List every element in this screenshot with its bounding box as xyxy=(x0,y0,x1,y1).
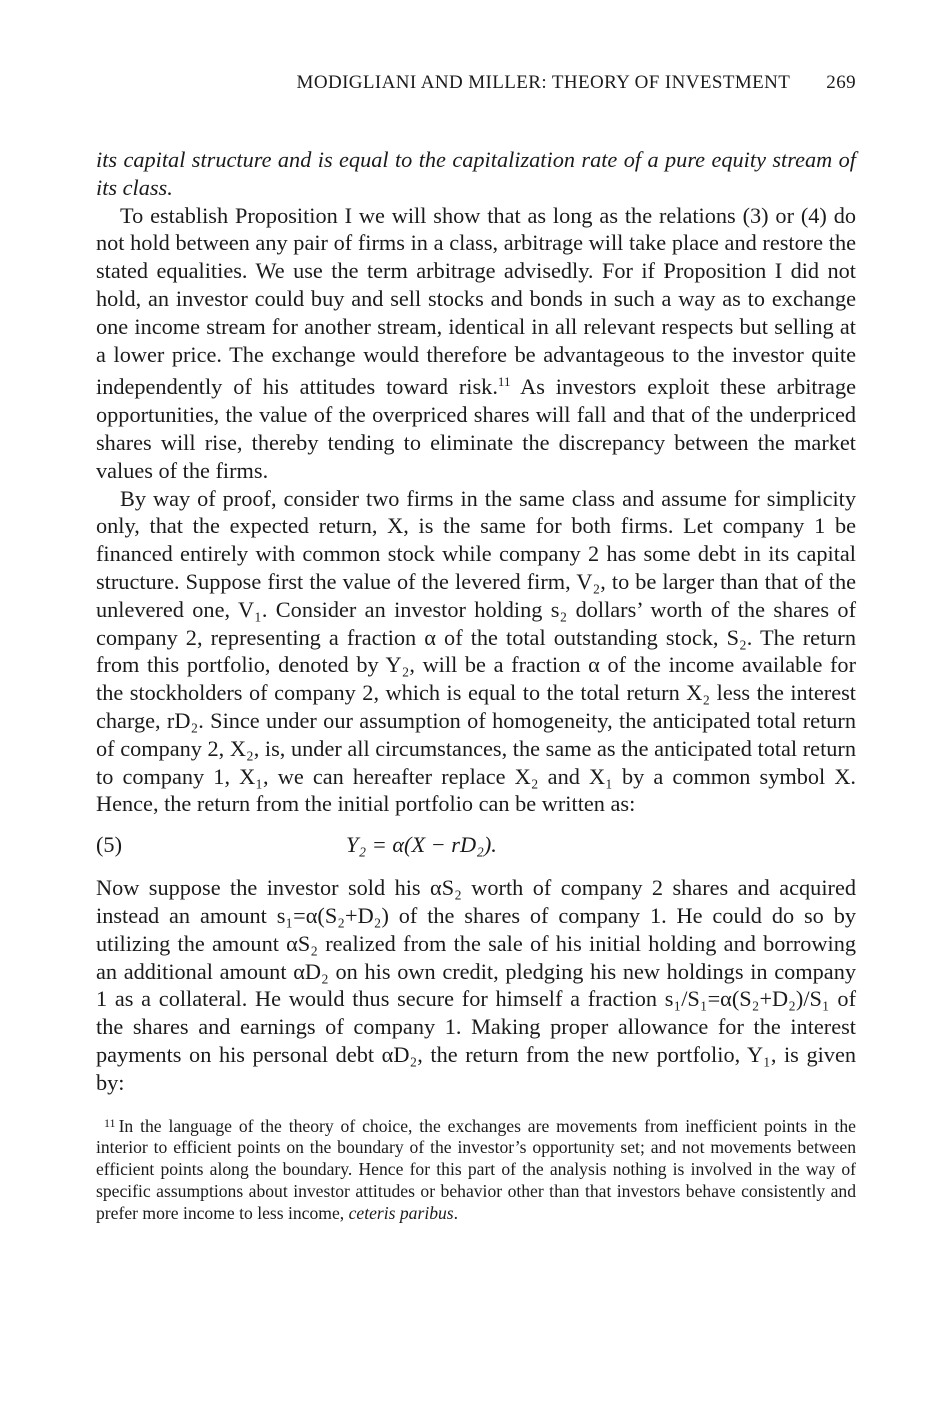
footnote-text: In the language of the theory of choice, the exchanges are movements from inefficient points in the interior to efficient points on the boundary of the investor’s opportunity set; and not movements between efficient points along the boundary. Hence for this part of the analysis nothing is involved in the way of specific assumptions about investor attitudes or behavior other than that investors behave consistently and prefer more income to less income, xyxy=(96,1115,856,1223)
journal-page xyxy=(96,72,856,1224)
equation-5 xyxy=(96,828,856,862)
equation-expression: Y₂ = α(X − rD₂). xyxy=(346,832,497,858)
footnote-mark: 11 xyxy=(104,1115,116,1130)
paragraph-arbitrage xyxy=(96,202,856,485)
footnote-end-punct: . xyxy=(453,1202,459,1223)
footnote-latin-phrase: ceteris paribus xyxy=(348,1202,454,1223)
footnote-11 xyxy=(96,1113,856,1225)
running-header xyxy=(96,72,856,102)
page-number: 269 xyxy=(826,72,856,93)
running-title: MODIGLIANI AND MILLER: THEORY OF INVESTMENT xyxy=(296,72,791,93)
paragraph-new-portfolio: Now suppose the investor sold his αS₂ worth of company 2 shares and acquired instead an amount s₁=α(S₂+D₂) of the shares of company 1. He could do so by utilizing the amount αS₂ realized from the sale of his initial holding and borrowing an additional amount αD₂ on his own credit, pledging his new holdings in company 1 as a collateral. He would thus secure for himself a fraction s₁/S₁=α(S₂+D₂)/S₁ of the shares and earnings of company 1. Making proper allowance for the interest payments on his personal debt αD₂, the return from the new portfolio, Y₁, is given by: xyxy=(96,875,856,1095)
equation-number: (5) xyxy=(96,832,122,858)
paragraph-arbitrage-part1: To establish Proposition I we will show that as long as the relations (3) or (4) do not hold between any pair of firms in a class, arbitrage will take place and restore the stated equalities. We use the term arbitrage advisedly. For if Proposition I did not hold, an investor could buy and sell stocks and bonds in such a way as to exchange one income stream for another stream, identical in all relevant respects but selling at a lower price. The exchange would therefore be advantageous to the investor quite independently of his attitudes toward risk. xyxy=(96,202,856,400)
proposition-continuation: its capital structure and is equal to the capitalization rate of a pure equity stream of its class. xyxy=(96,147,856,200)
paragraph-proof: By way of proof, consider two firms in the same class and assume for simplicity only, that the expected return, X, is the same for both firms. Let company 1 be financed entirely with common stock while company 2 has some debt in its capital structure. Suppose first the value of the levered firm, V₂, to be larger than that of the unlevered one, V₁. Consider an investor holding s₂ dollars’ worth of the shares of company 2, representing a fraction α of the total outstanding stock, S₂. The return from this portfolio, denoted by Y₂, will be a fraction α of the income available for the stockholders of company 2, which is equal to the total return X₂ less the interest charge, rD₂. Since under our assumption of homogeneity, the anticipated total return of company 2, X₂, is, under all circumstances, the same as the anticipated total return to company 1, X₁, we can hereafter replace X₂ and X₁ by a common symbol X. Hence, the return from the initial portfolio can be written as: xyxy=(96,485,856,817)
footnotes xyxy=(96,1113,856,1225)
body-text xyxy=(96,146,856,1097)
paragraph-arbitrage-part2: As investors exploit these arbitrage opportunities, the value of the overpriced shares will fall and that of the underpriced shares will rise, thereby tending to eliminate the discrepancy between the market values of the firms. xyxy=(96,374,856,483)
footnote-reference[interactable]: 11 xyxy=(497,374,511,390)
